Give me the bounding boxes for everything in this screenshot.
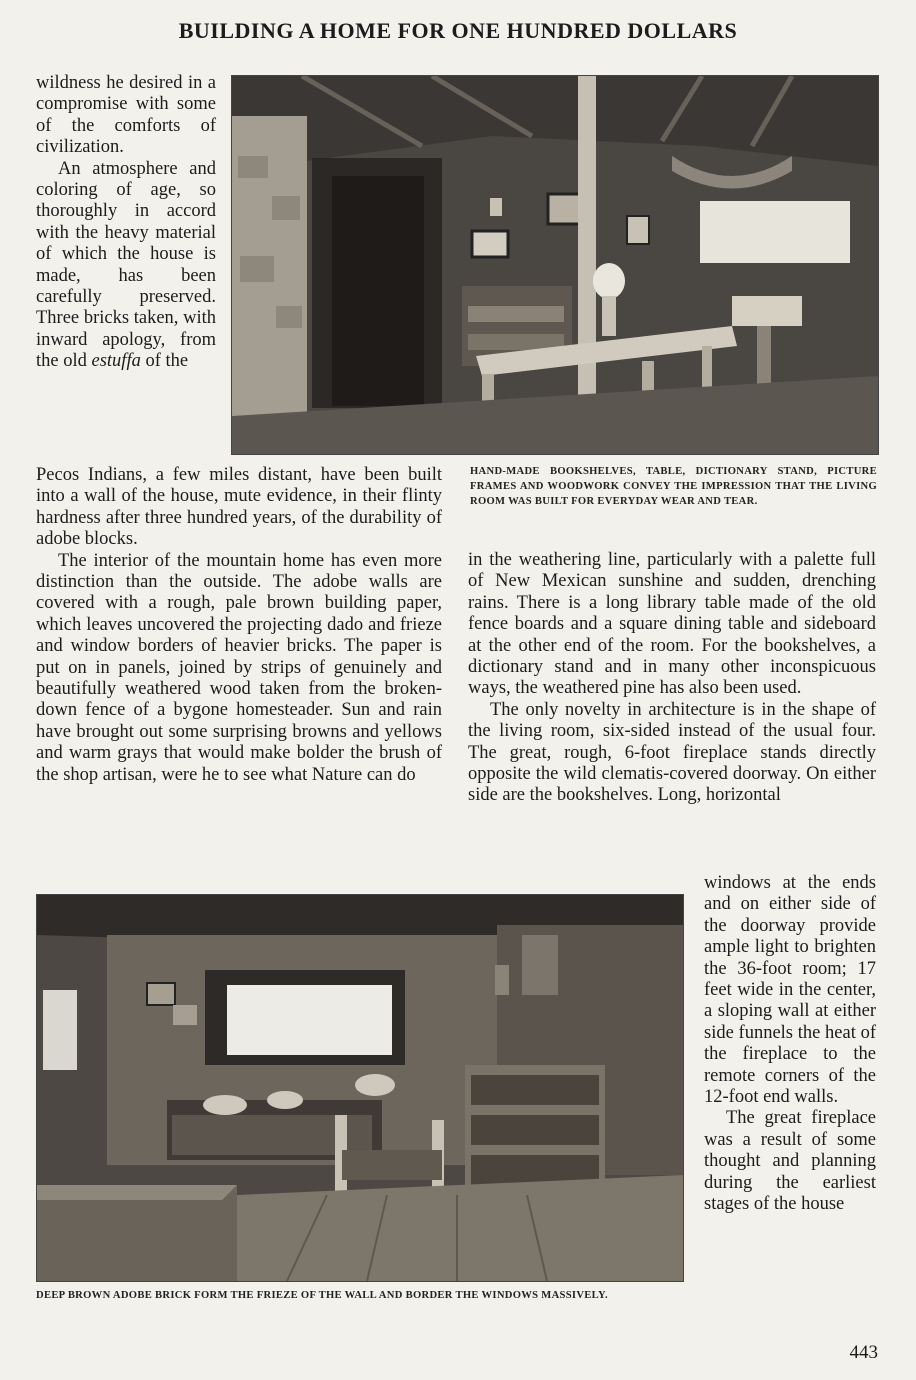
right-column-narrow-text: [704, 873, 876, 1216]
estufa-rest: of the: [140, 351, 189, 372]
bottom-photo-caption: DEEP BROWN ADOBE BRICK FORM THE FRIEZE OF THE WALL AND BORDER THE WINDOWS MASSIVELY.: [36, 1290, 608, 1301]
page-title: BUILDING A HOME FOR ONE HUNDRED DOLLARS: [178, 18, 738, 43]
paragraph-pecos: Pecos Indians, a few miles distant, have been built into a wall of the house, mute evidence, in their flinty hardness after three hundred years, of the durability of adobe blocks.: [36, 465, 442, 550]
right-column-wide-text: [468, 550, 876, 807]
bedroom-corner-photo: [36, 894, 684, 1282]
left-column-narrow-text: [36, 73, 216, 373]
paragraph-architecture: The only novelty in architecture is in the shape of the living room, six-sided instead of the usual four. The great, rough, 6-foot fireplace stands directly opposite the wild clematis-covered doorway. On either side are the bookshelves. Long, horizontal: [468, 699, 876, 806]
paragraph-windows: windows at the ends and on either side of the doorway provide ample light to brighten the 36-foot room; 17 feet wide in the center, a sloping wall at either side funnels the heat of the fireplace to the remote corners of the 12-foot end walls.: [704, 873, 876, 1108]
paragraph-fireplace: The great fireplace was a result of some thought and planning during the earliest stages of the house: [704, 1108, 876, 1215]
page-number: 443: [849, 1342, 878, 1363]
paragraph-weathering: in the weathering line, particularly with a palette full of New Mexican sunshine and sudden, drenching rains. There is a long library table made of the old fence boards and a square dining table and sideboard at the other end of the room. For the bookshelves, a dictionary stand and in many other inconspicuous ways, the weathered pine has also been used.: [468, 550, 876, 699]
left-column-wide-text: [36, 465, 442, 786]
top-photo-caption: HAND-MADE BOOKSHELVES, TABLE, DICTIONARY STAND, PICTURE FRAMES AND WOODWORK CONVEY THE IMPRESSION THAT THE LIVING ROOM WAS BUILT FOR EVERYDAY WEAR AND TEAR.: [470, 466, 877, 507]
paragraph-wildness: wildness he desired in a compromise with some of the comforts of civilization.: [36, 73, 216, 158]
estufa-word: estuffa: [91, 351, 141, 372]
paragraph-interior: The interior of the mountain home has even more distinction than the outside. The adobe walls are covered with a rough, pale brown building paper, which leaves uncovered the projecting dado and frieze and window borders of heavier bricks. The paper is put on in panels, joined by strips of genuinely and beautifully weathered wood taken from the broken-down fence of a bygone homesteader. Sun and rain have brought out some surprising browns and yellows and warm grays that would make bolder the brush of the shop artisan, were he to see what Nature can do: [36, 550, 442, 785]
living-room-photo: [231, 75, 879, 455]
paragraph-atmosphere: [36, 159, 216, 373]
paragraph-atmosphere-main: An atmosphere and coloring of age, so thoroughly in accord with the heavy material of which the house is made, has been carefully preserved. Three bricks taken, with inward apology, from the old: [36, 158, 216, 372]
